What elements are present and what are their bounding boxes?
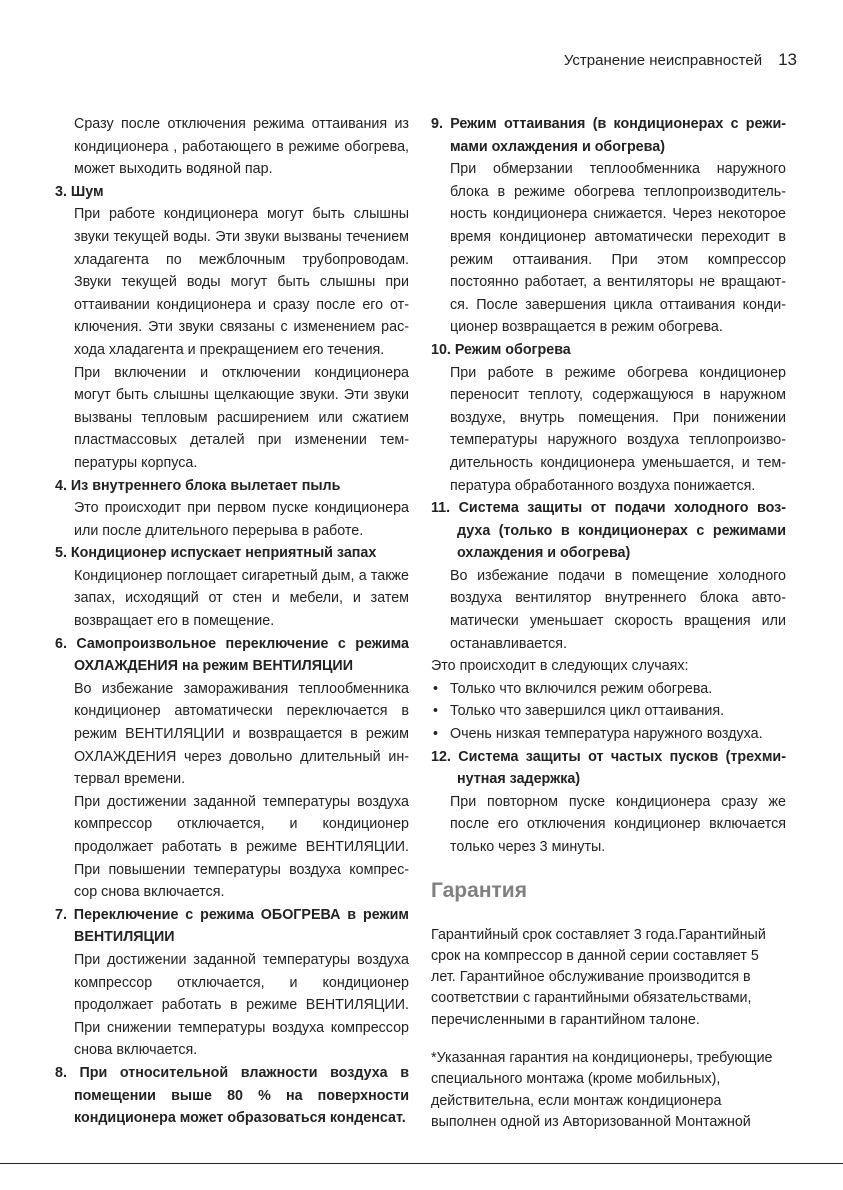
section-9-title: 9. Режим оттаивания (в кондиционерах с режимами охлаждения и обогрева)	[431, 116, 786, 155]
section-3-paragraph-2: При включении и отключении кондиционера могут быть слышны щелкающие звуки. Эти звуки вызваны тепловым расширением или сжатием пластмассовых деталей при изменении температуры корпуса.	[74, 364, 409, 471]
footer-divider	[0, 1163, 843, 1164]
section-5-paragraph: Кондиционер поглощает сигаретный дым, а также запах, исходящий от стен и мебели, и затем возвращает его в помещение.	[74, 567, 409, 630]
warranty-heading: Гарантия	[431, 878, 527, 902]
page-number: 13	[778, 50, 797, 69]
section-title: Устранение неисправностей	[563, 52, 763, 69]
section-10-paragraph: При работе в режиме обогрева кондиционер переносит теплоту, содержащуюся в наружном воздухе, внутрь помещения. При понижении температуры наружного воздуха теплопроизводительность кондиционера уменьшается, и температура обработанного воздуха понижается.	[450, 364, 786, 494]
cases-list	[431, 678, 786, 746]
section-12-paragraph: При повторном пуске кондиционера сразу же после его отключения кондиционер включается только через 3 минуты.	[450, 793, 786, 855]
right-column	[431, 113, 786, 1133]
section-8-title: 8. При относительной влажности воздуха в помещении выше 80 % на поверхности кондиционера может образоваться конденсат.	[55, 1064, 409, 1127]
warranty-paragraph-2: *Указанная гарантия на кондиционеры, требующие специального монтажа (кроме мобильных), действительна, если монтаж кондиционера выполнен одной из Авторизованной Монтажной	[431, 1050, 773, 1130]
list-item: • Только что включился режим обогрева.	[431, 678, 786, 701]
intro-paragraph: Сразу после отключения режима оттаивания из кондиционера , работающего в режиме обогрева, может выходить водяной пар.	[74, 116, 409, 178]
section-4-title: 4. Из внутреннего блока вылетает пыль	[55, 477, 341, 494]
section-3-title: 3. Шум	[55, 183, 104, 200]
section-10-title: 10. Режим обогрева	[431, 341, 571, 358]
section-11-paragraph: Во избежание подачи в помещение холодного воздуха вентилятор внутреннего блока автоматически уменьшает скорость вращения или останавливается.	[450, 567, 786, 652]
section-5-title: 5. Кондиционер испускает неприятный запах	[55, 545, 377, 562]
section-3-paragraph-1: При работе кондиционера могут быть слышны звуки текущей воды. Эти звуки вызваны течением хладагента по межблочным трубопроводам. Звуки текущей воды могут быть слышны при оттаивании кондиционера и сразу после его отключения. Эти звуки связаны с изменением расхода хладагента и прекращением его течения.	[74, 206, 409, 358]
section-6-paragraph-1: Во избежание замораживания теплообменника кондиционер автоматически переключается в режим ВЕНТИЛЯЦИИ и возвращается в режим ОХЛАЖДЕНИЯ через довольно длительный интервал времени.	[74, 680, 409, 788]
list-item: • Только что завершился цикл оттаивания.	[431, 700, 786, 723]
section-6-title: 6. Самопроизвольное переключение с режима ОХЛАЖДЕНИЯ на режим ВЕНТИЛЯЦИИ	[55, 635, 409, 675]
section-4-paragraph: Это происходит при первом пуске кондиционера или после длительного перерыва в работе.	[74, 500, 409, 539]
section-11-title: 11. Система защиты от подачи холодного воздуха (только в кондиционерах с режимами охлаждения и обогрева)	[431, 500, 786, 562]
section-7-paragraph: При достижении заданной температуры воздуха компрессор отключается, и кондиционер продолжает работать в режиме ВЕНТИЛЯЦИИ. При снижении температуры воздуха компрессор снова включается.	[74, 951, 409, 1059]
section-9-paragraph: При обмерзании теплообменника наружного блока в режиме обогрева теплопроизводительность кондиционера снижается. Через некоторое время кондиционер автоматически переходит в режим оттаивания. При этом компрессор постоянно работает, а вентиляторы не вращаются. После завершения цикла оттаивания кондиционер возвращается в режим обогрева.	[450, 161, 786, 336]
left-column	[55, 113, 409, 1130]
page-header	[564, 50, 797, 70]
cases-intro: Это происходит в следующих случаях:	[431, 658, 689, 675]
list-item: • Очень низкая температура наружного воздуха.	[431, 723, 786, 746]
section-12-title: 12. Система защиты от частых пусков (трехминутная задержка)	[431, 748, 786, 788]
section-6-paragraph-2: При достижении заданной температуры воздуха компрессор отключается, и кондиционер продолжает работать в режиме ВЕНТИЛЯЦИИ. При повышении температуры воздуха компрессор снова включается.	[74, 793, 409, 901]
warranty-paragraph-1: Гарантийный срок составляет 3 года.Гарантийный срок на компрессор в данной серии составляет 5 лет. Гарантийное обслуживание производится в соответствии с гарантийными обязательствами, перечисленными в гарантийном талоне.	[431, 926, 766, 1028]
section-7-title: 7. Переключение с режима ОБОГРЕВА в режим ВЕНТИЛЯЦИИ	[55, 906, 409, 946]
